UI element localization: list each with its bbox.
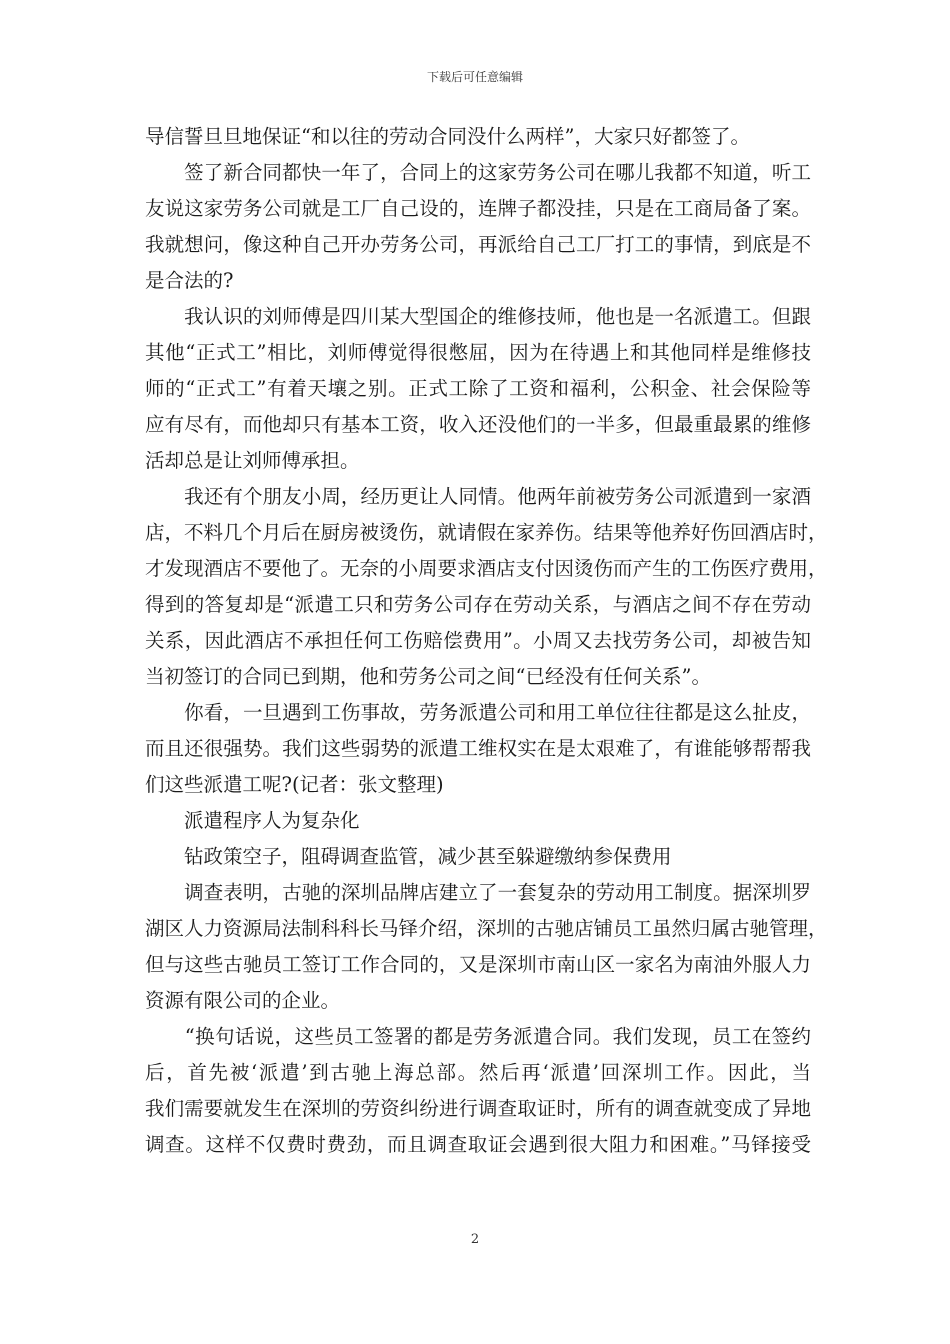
text-line: 才发现酒店不要他了。无奈的小周要求酒店支付因烫伤而产生的工伤医疗费用，	[145, 557, 828, 580]
text-line: 你看，一旦遇到工伤事故，劳务派遣公司和用工单位往往都是这么扯皮，	[145, 701, 811, 724]
text-line: 湖区人力资源局法制科科长马铎介绍，深圳的古驰店铺员工虽然归属古驰管理，	[145, 917, 828, 940]
text-line: 活却总是让刘师傅承担。	[145, 449, 360, 472]
text-line: 而且还很强势。我们这些弱势的派遣工维权实在是太艰难了，有谁能够帮帮我	[145, 737, 811, 760]
text-line: 导信誓旦旦地保证“和以往的劳动合同没什么两样”，大家只好都签了。	[145, 125, 750, 148]
document-body	[145, 119, 828, 1163]
text-line: 们这些派遣工呢?(记者：张文整理)	[145, 773, 444, 796]
page-header-note: 下载后可任意编辑	[426, 70, 523, 84]
text-line: 我就想问，像这种自己开办劳务公司，再派给自己工厂打工的事情，到底是不	[145, 233, 811, 256]
text-line: 我认识的刘师傅是四川某大型国企的维修技师，他也是一名派遣工。但跟	[145, 305, 811, 328]
text-line: 当初签订的合同已到期，他和劳务公司之间“已经没有任何关系”。	[145, 665, 711, 688]
text-line: 应有尽有，而他却只有基本工资，收入还没他们的一半多，但最重最累的维修	[145, 413, 811, 436]
text-line: 是合法的?	[145, 269, 234, 292]
text-line: 资源有限公司的企业。	[145, 989, 341, 1012]
section-subheading: 钻政策空子，阻碍调查监管，减少甚至躲避缴纳参保费用	[145, 845, 672, 868]
text-line: 调查表明，古驰的深圳品牌店建立了一套复杂的劳动用工制度。据深圳罗	[145, 881, 811, 904]
text-line: “换句话说，这些员工签署的都是劳务派遣合同。我们发现，员工在签约	[145, 1025, 811, 1048]
section-heading: 派遣程序人为复杂化	[145, 809, 360, 832]
text-line: 店，不料几个月后在厨房被烫伤，就请假在家养伤。结果等他养好伤回酒店时，	[145, 521, 828, 544]
text-line: 师的“正式工”有着天壤之别。正式工除了工资和福利，公积金、社会保险等	[145, 377, 811, 400]
text-line: 但与这些古驰员工签订工作合同的，又是深圳市南山区一家名为南油外服人力	[145, 953, 811, 976]
text-line: 我们需要就发生在深圳的劳资纠纷进行调查取证时，所有的调查就变成了异地	[145, 1097, 811, 1120]
page-number: 2	[470, 1232, 480, 1247]
text-line: 后，首先被‘派遣’到古驰上海总部。然后再‘派遣’回深圳工作。因此，当	[145, 1061, 811, 1084]
text-line: 其他“正式工”相比，刘师傅觉得很憋屈，因为在待遇上和其他同样是维修技	[145, 341, 811, 364]
text-line: 调查。这样不仅费时费劲，而且调查取证会遇到很大阻力和困难。”马铎接受	[145, 1133, 811, 1156]
text-line: 得到的答复却是“派遣工只和劳务公司存在劳动关系，与酒店之间不存在劳动	[145, 593, 811, 616]
text-line: 签了新合同都快一年了，合同上的这家劳务公司在哪儿我都不知道，听工	[145, 161, 811, 184]
text-line: 我还有个朋友小周，经历更让人同情。他两年前被劳务公司派遣到一家酒	[145, 485, 811, 508]
text-line: 友说这家劳务公司就是工厂自己设的，连牌子都没挂，只是在工商局备了案。	[145, 197, 811, 220]
text-line: 关系，因此酒店不承担任何工伤赔偿费用”。小周又去找劳务公司，却被告知	[145, 629, 811, 652]
